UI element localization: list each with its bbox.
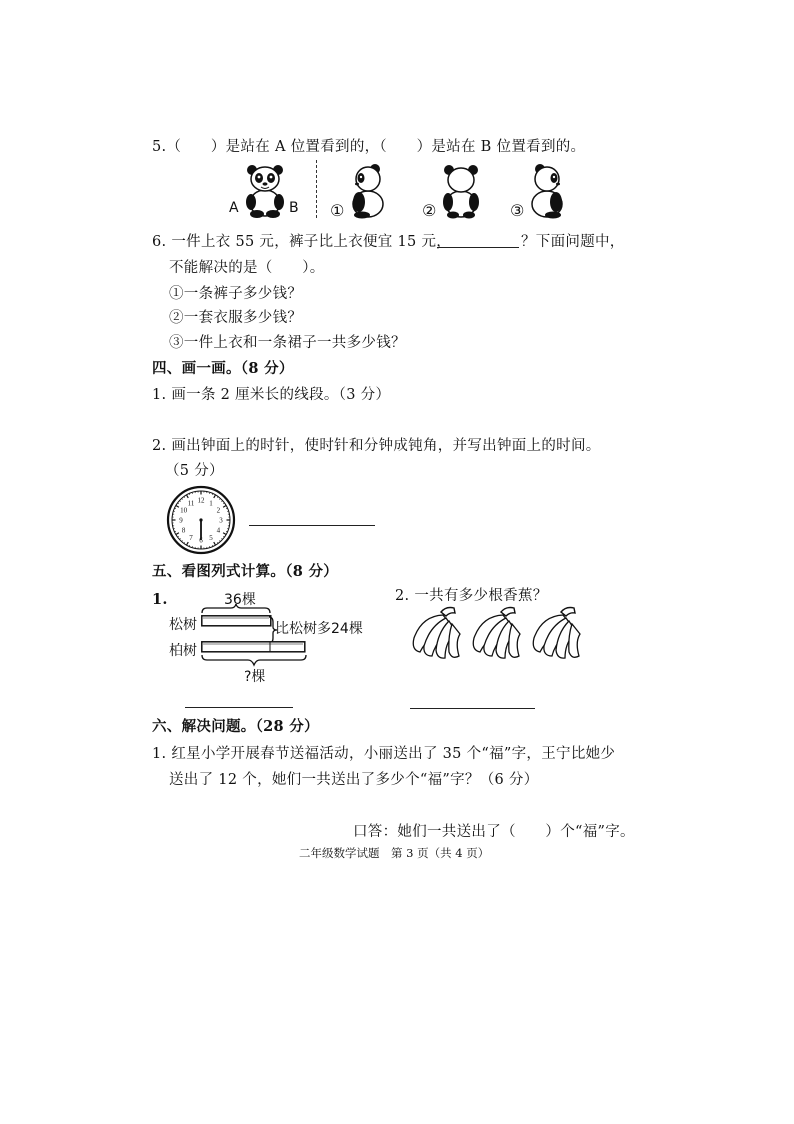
tree-bottom-label: ?棵 (244, 669, 266, 685)
section4-heading: 四、画一画。（8 分） (152, 360, 294, 377)
section5-item1-answer-blank[interactable] (185, 707, 293, 708)
tree-row2-label: 柏树 (169, 643, 197, 659)
banana-bunch-icon-1 (408, 606, 466, 662)
tree-diagram-top-value: 36棵 (224, 592, 256, 608)
section5-item2-answer-blank[interactable] (410, 708, 535, 709)
clock-number: 8 (181, 526, 186, 535)
section5-item1-number: 1. (152, 591, 168, 608)
q5-option3-label: ③ (510, 201, 525, 220)
q6-choice1: ①一条裤子多少钱？ (169, 286, 303, 302)
page-footer: 二年级数学试题 第 3 页（共 4 页） (299, 846, 490, 860)
section4-item2-line1: 2. 画出钟面上的时针，使时针和分钟成钝角，并写出钟面上的时间。 (152, 438, 601, 454)
section5-heading: 五、看图列式计算。（8 分） (152, 563, 339, 580)
banana-bunch-icon-2 (468, 606, 526, 662)
q6-line2: 不能解决的是（ ）。 (169, 260, 325, 276)
panda-side-view-illustration (348, 164, 388, 218)
panda-back-view-illustration (440, 164, 482, 218)
clock-number: 6 (199, 536, 203, 545)
section6-item1-line2: 送出了 12 个，她们一共送出了多少个“福”字？（6 分） (169, 772, 539, 788)
clock-number: 12 (197, 496, 205, 505)
clock-face[interactable] (166, 485, 236, 555)
clock-number: 9 (179, 516, 183, 525)
q6-answer-blank[interactable] (437, 247, 519, 248)
tree-row2-bar (201, 641, 307, 653)
section4-item1: 1. 画一条 2 厘米长的线段。（3 分） (152, 387, 391, 403)
clock-number: 5 (209, 533, 213, 542)
section6-answer-sentence: 口答：她们一共送出了（ ）个“福”字。 (353, 824, 635, 840)
panda-side-view-right-illustration (527, 164, 567, 218)
clock-number: 4 (216, 526, 221, 535)
q5-option2-label: ② (422, 201, 437, 220)
clock-number: 3 (219, 516, 223, 525)
q5-label-a: A (229, 200, 239, 216)
q6-choice3: ③一件上衣和一条裙子一共多少钱？ (169, 335, 406, 351)
clock-number: 11 (187, 499, 195, 508)
tree-diff-label: 比松树多24棵 (275, 621, 363, 637)
tree-row1-label: 松树 (169, 617, 197, 633)
tree-row1-bar (201, 615, 273, 627)
q6-choice2: ②一套衣服多少钱？ (169, 310, 303, 326)
q6-line1-post: ？下面问题中， (521, 234, 625, 250)
tree-bottom-brace (201, 654, 307, 666)
clock-number: 10 (180, 506, 188, 515)
section6-heading: 六、解决问题。（28 分） (152, 718, 319, 735)
clock-number: 7 (189, 533, 193, 542)
banana-bunch-icon-3 (528, 606, 586, 662)
clock-time-answer-blank[interactable] (249, 525, 375, 526)
clock-number: 1 (209, 499, 213, 508)
q5-text: 5.（ ）是站在 A 位置看到的，（ ）是站在 B 位置看到的。 (152, 139, 586, 155)
clock-center (199, 518, 202, 521)
section6-item1-line1: 1. 红星小学开展春节送福活动，小丽送出了 35 个“福”字，王宁比她少 (152, 746, 616, 762)
q5-label-b: B (289, 200, 299, 216)
tree-diagram-top-brace (201, 604, 271, 614)
panda-front-illustration (242, 164, 288, 218)
clock-number: 2 (216, 506, 221, 515)
section4-item2-line2: （5 分） (165, 463, 224, 479)
q5-divider (316, 160, 317, 218)
q5-option1-label: ① (330, 201, 345, 220)
q6-line1-pre: 6. 一件上衣 55 元，裤子比上衣便宜 15 元， (152, 234, 452, 250)
section5-item2: 2. 一共有多少根香蕉？ (395, 588, 548, 604)
